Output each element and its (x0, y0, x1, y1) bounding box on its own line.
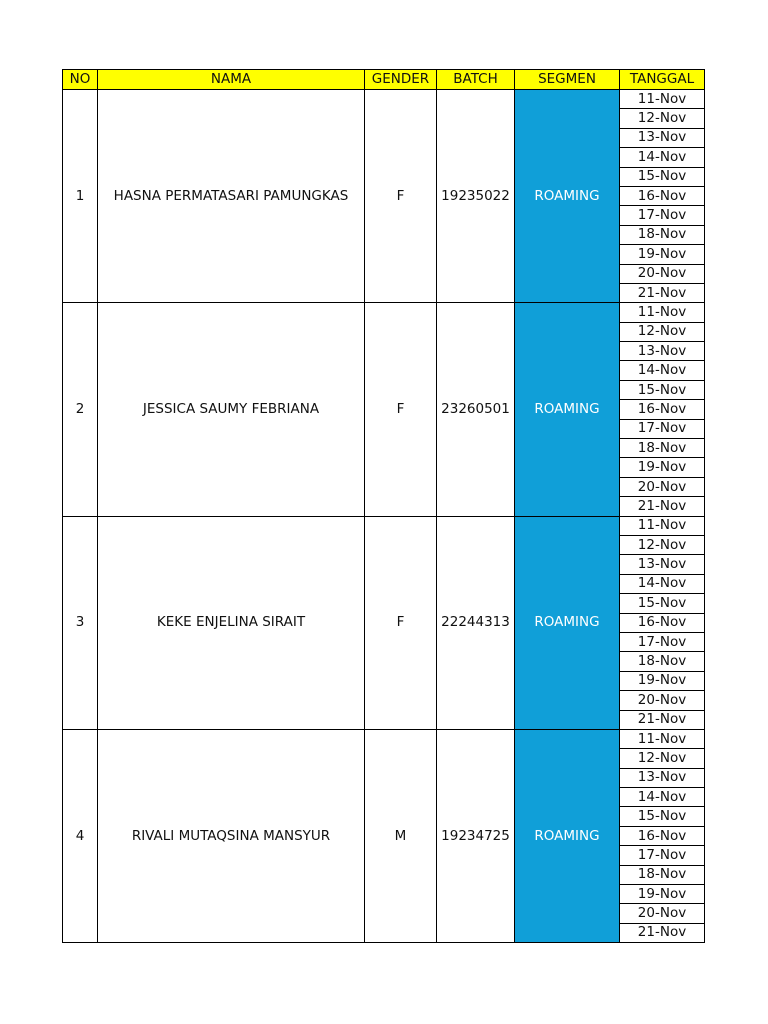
cell-tanggal: 17-Nov (620, 419, 705, 438)
cell-tanggal: 18-Nov (620, 225, 705, 244)
cell-tanggal: 11-Nov (620, 303, 705, 322)
cell-gender: F (365, 90, 437, 303)
cell-tanggal: 20-Nov (620, 691, 705, 710)
header-no: NO (63, 70, 98, 90)
table-row (63, 303, 705, 322)
cell-tanggal: 19-Nov (620, 885, 705, 904)
cell-tanggal: 19-Nov (620, 458, 705, 477)
cell-segmen: ROAMING (515, 90, 620, 303)
cell-gender: M (365, 729, 437, 942)
table-body (63, 90, 705, 943)
cell-tanggal: 18-Nov (620, 865, 705, 884)
cell-batch: 23260501 (437, 303, 515, 516)
cell-tanggal: 16-Nov (620, 186, 705, 205)
cell-tanggal: 13-Nov (620, 768, 705, 787)
cell-tanggal: 11-Nov (620, 516, 705, 535)
header-tanggal: TANGGAL (620, 70, 705, 90)
cell-tanggal: 13-Nov (620, 128, 705, 147)
cell-tanggal: 15-Nov (620, 167, 705, 186)
cell-tanggal: 12-Nov (620, 109, 705, 128)
cell-segmen: ROAMING (515, 516, 620, 729)
cell-tanggal: 12-Nov (620, 322, 705, 341)
cell-tanggal: 21-Nov (620, 497, 705, 516)
cell-tanggal: 20-Nov (620, 477, 705, 496)
cell-nama: HASNA PERMATASARI PAMUNGKAS (98, 90, 365, 303)
header-nama: NAMA (98, 70, 365, 90)
cell-tanggal: 18-Nov (620, 652, 705, 671)
cell-segmen: ROAMING (515, 729, 620, 942)
cell-tanggal: 21-Nov (620, 923, 705, 942)
header-segmen: SEGMEN (515, 70, 620, 90)
cell-no: 3 (63, 516, 98, 729)
cell-gender: F (365, 516, 437, 729)
cell-tanggal: 17-Nov (620, 632, 705, 651)
table-row (63, 516, 705, 535)
table-row (63, 729, 705, 748)
header-gender: GENDER (365, 70, 437, 90)
cell-tanggal: 14-Nov (620, 574, 705, 593)
cell-nama: RIVALI MUTAQSINA MANSYUR (98, 729, 365, 942)
cell-batch: 19235022 (437, 90, 515, 303)
schedule-table (62, 69, 705, 943)
cell-tanggal: 19-Nov (620, 245, 705, 264)
cell-no: 1 (63, 90, 98, 303)
cell-tanggal: 20-Nov (620, 264, 705, 283)
cell-tanggal: 11-Nov (620, 729, 705, 748)
cell-tanggal: 17-Nov (620, 206, 705, 225)
cell-tanggal: 16-Nov (620, 826, 705, 845)
cell-tanggal: 17-Nov (620, 846, 705, 865)
cell-tanggal: 11-Nov (620, 90, 705, 109)
cell-tanggal: 12-Nov (620, 535, 705, 554)
cell-tanggal: 13-Nov (620, 555, 705, 574)
cell-tanggal: 14-Nov (620, 361, 705, 380)
cell-tanggal: 20-Nov (620, 904, 705, 923)
header-row (63, 70, 705, 90)
cell-no: 4 (63, 729, 98, 942)
cell-nama: KEKE ENJELINA SIRAIT (98, 516, 365, 729)
cell-tanggal: 12-Nov (620, 749, 705, 768)
cell-nama: JESSICA SAUMY FEBRIANA (98, 303, 365, 516)
cell-tanggal: 19-Nov (620, 671, 705, 690)
cell-tanggal: 18-Nov (620, 439, 705, 458)
header-batch: BATCH (437, 70, 515, 90)
table-row (63, 90, 705, 109)
cell-segmen: ROAMING (515, 303, 620, 516)
cell-batch: 19234725 (437, 729, 515, 942)
cell-tanggal: 15-Nov (620, 380, 705, 399)
cell-tanggal: 16-Nov (620, 613, 705, 632)
cell-tanggal: 21-Nov (620, 283, 705, 302)
cell-gender: F (365, 303, 437, 516)
cell-tanggal: 16-Nov (620, 400, 705, 419)
cell-tanggal: 15-Nov (620, 594, 705, 613)
cell-no: 2 (63, 303, 98, 516)
cell-batch: 22244313 (437, 516, 515, 729)
cell-tanggal: 13-Nov (620, 342, 705, 361)
cell-tanggal: 14-Nov (620, 148, 705, 167)
cell-tanggal: 15-Nov (620, 807, 705, 826)
cell-tanggal: 14-Nov (620, 788, 705, 807)
cell-tanggal: 21-Nov (620, 710, 705, 729)
